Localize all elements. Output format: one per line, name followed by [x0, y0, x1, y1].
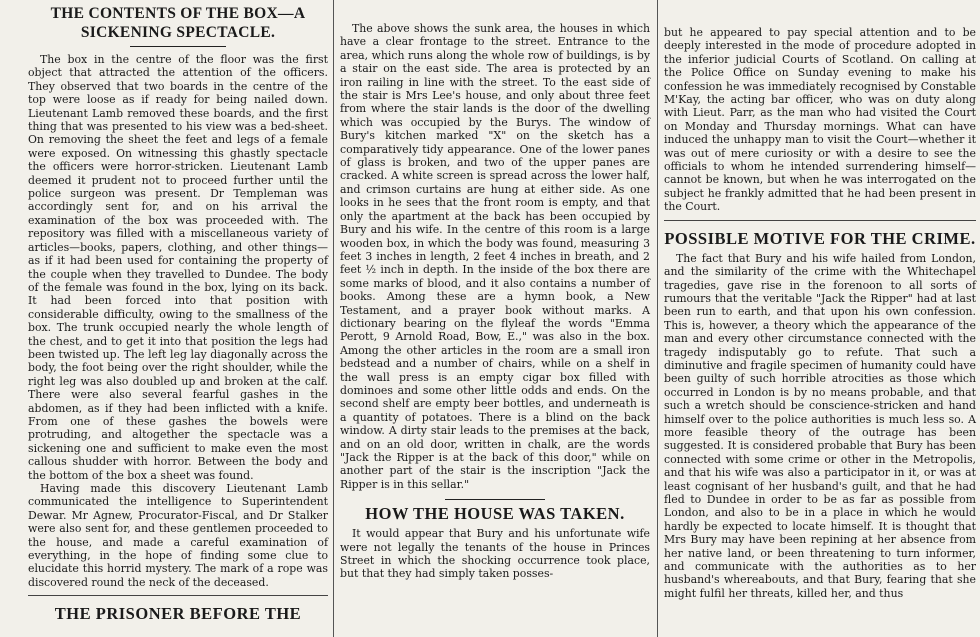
column-right	[658, 0, 980, 637]
article-paragraph: Having made this discovery Lieutenant Lamb communicated the intelligence to Superintendent Dewar. Mr Agnew, Procurator-Fiscal, and Dr Stalker were also sent for, and these gentlemen proceeded to the house, and made a careful examination of everything, in the hope of finding some clue to elucidate this horrid mystery. The mark of a rope was discovered round the neck of the deceased.	[28, 482, 328, 589]
section-divider	[445, 499, 544, 500]
headline-divider	[130, 46, 226, 47]
article-paragraph: but he appeared to pay special attention and to be deeply interested in the mode of procedure adopted in the inferior judicial Courts of Scotland. On calling at the Police Office on Sunday evening to make his confession he was immediately recognised by Constable M'Kay, the acting bar officer, who was on duty along with Lieut. Parr, as the man who had visited the Court on Monday and Thursday mornings. What can have induced the unhappy man to visit the Court—whether it was out of mere curiosity or with a desire to see the officials to whom he intended surrendering himself—cannot be known, but when he was interrogated on the subject he frankly admitted that he had been present in the Court.	[664, 26, 976, 214]
article-paragraph: It would appear that Bury and his unfortunate wife were not legally the tenants of the house in Princes Street in which the shocking occurrence took place, but that they had simply taken posses-	[340, 527, 650, 581]
section-headline: POSSIBLE MOTIVE FOR THE CRIME.	[664, 228, 976, 248]
section-headline: HOW THE HOUSE WAS TAKEN.	[365, 504, 625, 524]
column-middle	[334, 0, 656, 637]
section-divider	[28, 595, 328, 596]
section-divider	[664, 220, 976, 221]
section-headline: THE PRISONER BEFORE THE	[54, 604, 302, 624]
section-headline: THE CONTENTS OF THE BOX—A SICKENING SPECTACLE.	[50, 5, 306, 41]
article-paragraph: The above shows the sunk area, the houses in which have a clear frontage to the street. Entrance to the area, which runs along the whole row of buildings, is by a stair on the east side. The area is protected by an iron railing in line with the street. To the east side of the stair is Mrs Lee's house, and only about three feet from where the stair lands is the door of the dwelling which was occupied by the Burys. The window of Bury's kitchen marked "X" on the sketch has a comparatively tidy appearance. One of the lower panes of glass is broken, and two of the upper panes are cracked. A white screen is spread across the lower half, and crimson curtains are hung at either side. As one looks in he sees that the front room is empty, and that only the apartment at the back has been occupied by Bury and his wife. In the centre of this room is a large wooden box, in which the body was found, measuring 3 feet 3 inches in length, 2 feet 4 inches in breath, and 2 feet ½ inch in depth. In the inside of the box there are some marks of blood, and it also contains a number of books. Among these are a hymn book, a New Testament, and a prayer book without marks. A dictionary bearing on the flyleaf the words "Emma Perott, 9 Arnold Road, Bow, E.," was also in the box. Among the other articles in the room are a small iron bedstead and a number of chairs, while on a shelf in the wall press is an empty cigar box filled with dominoes and some other little odds and ends. On the second shelf are empty beer bottles, and underneath is a quantity of potatoes. There is a blind on the back window. A dirty stair leads to the premises at the back, and on an old door, written in chalk, are the words "Jack the Ripper is at the back of this door," while on another part of the stair is the inscription "Jack the Ripper is in this sellar."	[340, 22, 650, 491]
article-paragraph: The fact that Bury and his wife hailed from London, and the similarity of the crime with the Whitechapel tragedies, gave rise in the forenoon to all sorts of rumours that the veritable "Jack the Ripper" had at last been run to earth, and that upon his own confession. This is, however, a theory which the appearance of the man and every other circumstance connected with the tragedy indisputably go to refute. That such a diminutive and fragile specimen of humanity could have been guilty of such horrible atrocities as those which occurred in London is by no means probable, and that such a wretch should be conscience-stricken and hand himself over to the police authorities is much less so. A more feasible theory of the outrage has been suggested. It is considered probable that Bury has been connected with some crime or other in the Metropolis, and that his wife was also a participator in it, or was at least cognisant of her husband's guilt, and that he had fled to Dundee in order to be as far as possible from London, and also to be in a place in which he would hardly be expected to locate himself. It is thought that Mrs Bury may have been repining at her absence from her native land, or been threatening to turn informer, and communicate with the authorities as to her husband's whereabouts, and that Bury, fearing that she might fulfil her threats, killed her, and thus	[664, 251, 976, 600]
column-left	[0, 0, 332, 637]
article-paragraph: The box in the centre of the floor was the first object that attracted the attention of the officers. They observed that two boards in the centre of the top were loose as if ready for being nailed down. Lieutenant Lamb removed these boards, and the first thing that was presented to his view was a bed-sheet. On removing the sheet the feet and legs of a female were exposed. On witnessing this ghastly spectacle the officers were horror-stricken. Lieutenant Lamb deemed it prudent not to proceed further until the police surgeon was present. Dr Templeman was accordingly sent for, and on his arrival the examination of the box was proceeded with. The repository was filled with a miscellaneous variety of articles—books, papers, clothing, and other things—as if it had been used for containing the property of the couple when they travelled to Dundee. The body of the female was found in the box, lying on its back. It had been forced into that position with considerable difficulty, owing to the smallness of the box. The trunk occupied nearly the whole length of the chest, and to get it into that position the legs had been twisted up. The left leg lay diagonally across the body, the foot being over the right shoulder, while the right leg was also doubled up and broken at the calf. There were also several fearful gashes in the abdomen, as if they had been inflicted with a knife. From one of these gashes the bowels were protruding, and altogether the spectacle was a sickening one and sufficient to make even the most callous shudder with horror. Between the body and the bottom of the box a sheet was found.	[28, 53, 328, 482]
